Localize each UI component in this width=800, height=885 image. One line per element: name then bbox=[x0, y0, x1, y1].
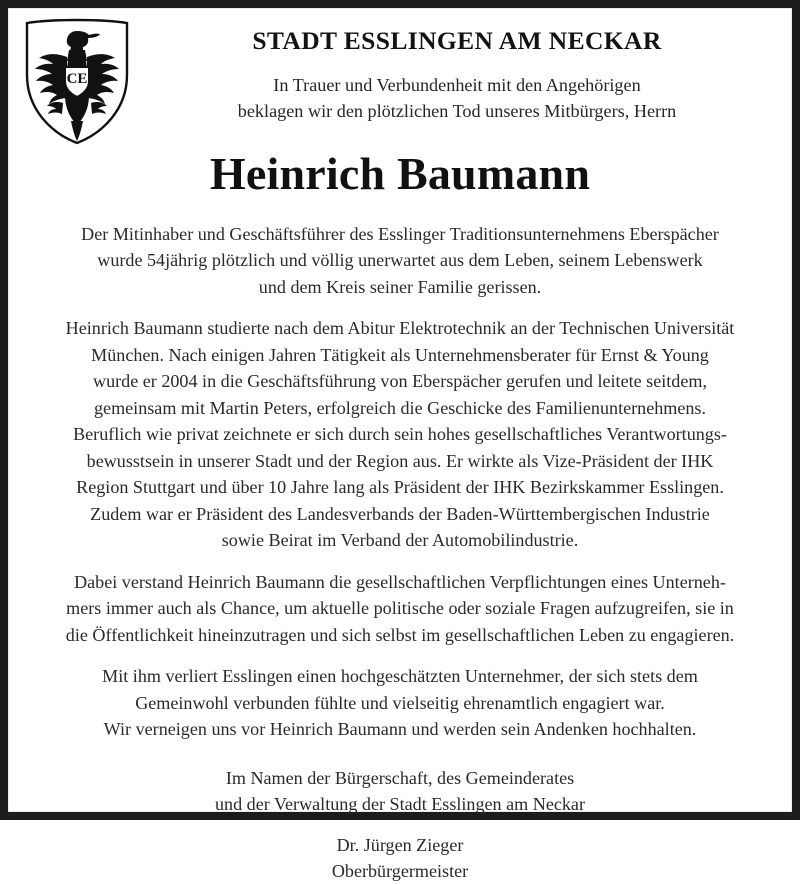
body-line: Mit ihm verliert Esslingen einen hochgeschätzten Unternehmer, der sich stets dem bbox=[102, 666, 698, 687]
on-behalf-line: Im Namen der Bürgerschaft, des Gemeinderates bbox=[225, 767, 575, 788]
body-line: Region Stuttgart und über 10 Jahre lang als Präsident der IHK Bezirkskammer Esslingen. bbox=[76, 477, 724, 498]
notice-inner-frame bbox=[8, 8, 792, 882]
body-line: sowie Beirat im Verband der Automobilindustrie. bbox=[221, 530, 579, 551]
signatory-name: Dr. Jürgen Zieger bbox=[336, 834, 464, 855]
obituary-body bbox=[9, 199, 791, 743]
esslingen-coat-of-arms-eagle-shield-icon bbox=[23, 17, 131, 145]
deceased-name: Heinrich Baumann bbox=[209, 148, 591, 199]
body-line: bewusstsein in unserer Stadt und der Region aus. Er wirkte als Vize-Präsident der IHK bbox=[86, 450, 714, 471]
body-line: die Öffentlichkeit hineinzutragen und sich selbst im gesellschaftlichen Leben zu engagieren. bbox=[65, 624, 735, 645]
body-line: und dem Kreis seiner Familie gerissen. bbox=[258, 276, 542, 297]
header-text-block bbox=[141, 27, 773, 124]
body-paragraph bbox=[39, 221, 761, 301]
body-line: Der Mitinhaber und Geschäftsführer des Esslinger Traditionsunternehmens Eberspächer bbox=[81, 223, 719, 244]
body-line: Wir verneigen uns vor Heinrich Baumann und werden sein Andenken hochhalten. bbox=[103, 719, 697, 740]
body-paragraph bbox=[39, 569, 761, 649]
body-line: gemeinsam mit Martin Peters, erfolgreich die Geschicke des Familienunternehmens. bbox=[94, 397, 706, 418]
body-line: mers immer auch als Chance, um aktuelle politische oder soziale Fragen aufzugreifen, sie in bbox=[66, 598, 734, 619]
signatory-title: Oberbürgermeister bbox=[331, 861, 469, 882]
notice-header bbox=[9, 9, 791, 135]
body-line: Beruflich wie privat zeichnete er sich durch sein hohes gesellschaftliches Verantwortungs- bbox=[73, 424, 727, 445]
preamble-line: In Trauer und Verbundenheit mit den Angehörigen bbox=[273, 75, 641, 96]
body-line: Dabei verstand Heinrich Baumann die gesellschaftlichen Verpflichtungen eines Unterneh- bbox=[74, 571, 726, 592]
crest-monogram: CE bbox=[66, 71, 88, 87]
body-line: München. Nach einigen Jahren Tätigkeit als Unternehmensberater für Ernst & Young bbox=[91, 344, 709, 365]
on-behalf-text bbox=[39, 765, 761, 818]
preamble-line: beklagen wir den plötzlichen Tod unseres Mitbürgers, Herrn bbox=[237, 101, 677, 122]
on-behalf-line: und der Verwaltung der Stadt Esslingen am Neckar bbox=[215, 794, 585, 815]
body-line: Heinrich Baumann studierte nach dem Abitur Elektrotechnik an der Technischen Universität bbox=[65, 318, 735, 339]
body-paragraph bbox=[39, 663, 761, 743]
body-line: wurde 54jährig plötzlich und völlig unerwartet aus dem Leben, seinem Lebenswerk bbox=[97, 250, 703, 271]
body-line: wurde er 2004 in die Geschäftsführung von Eberspächer gerufen und leitete seitdem, bbox=[93, 371, 707, 392]
closing-block bbox=[9, 757, 791, 885]
body-line: Zudem war er Präsident des Landesverbands der Baden-Württembergischen Industrie bbox=[90, 503, 710, 524]
body-line: Gemeinwohl verbunden fühlte und vielseitig ehrenamtlich engagiert war. bbox=[135, 692, 665, 713]
preamble-text bbox=[141, 72, 773, 124]
signature-block bbox=[39, 832, 761, 885]
body-paragraph bbox=[39, 315, 761, 554]
authority-title: STADT ESSLINGEN AM NECKAR bbox=[252, 26, 662, 55]
